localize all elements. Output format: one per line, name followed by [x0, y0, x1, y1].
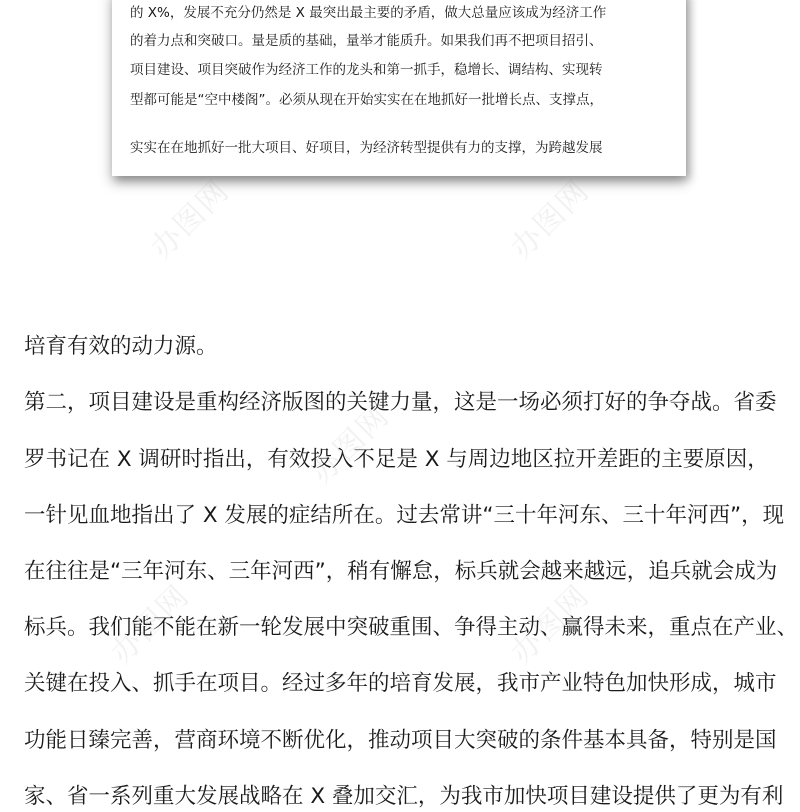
body-line-6: 标兵。我们能不能在新一轮发展中突破重围、争得主动、赢得未来，重点在产业、	[24, 615, 799, 640]
card-line-2: 的着力点和突破口。量是质的基础，量举才能质升。如果我们再不把项目招引、	[130, 33, 603, 49]
card-line-4: 型都可能是“空中楼阁”。必须从现在开始实实在在地抓好一批增长点、支撑点，	[130, 92, 603, 108]
body-line-3: 罗书记在 X 调研时指出，有效投入不足是 X 与周边地区拉开差距的主要原因，	[24, 447, 769, 472]
body-line-5: 在往往是“三年河东、三年河西”，稍有懈怠，标兵就会越来越远，追兵就会成为	[24, 559, 778, 584]
body-line-2: 第二，项目建设是重构经济版图的关键力量，这是一场必须打好的争夺战。省委	[24, 390, 777, 415]
watermark-1: 办图网	[144, 173, 237, 266]
body-line-7: 关键在投入、抓手在项目。经过多年的培育发展，我市产业特色加快形成，城市	[24, 671, 777, 696]
card-line-3: 项目建设、项目突破作为经济工作的龙头和第一抓手，稳增长、调结构、实现转	[130, 62, 603, 78]
watermark-4: 办图网	[104, 578, 197, 671]
watermark-5: 办图网	[504, 578, 597, 671]
card-line-1: 的 X%，发展不充分仍然是 X 最突出最主要的矛盾，做大总量应该成为经济工作	[130, 5, 607, 21]
page-excerpt-card	[112, 0, 686, 176]
body-line-4: 一针见血地指出了 X 发展的症结所在。过去常讲“三十年河东、三十年河西”，现	[24, 503, 785, 528]
body-line-9: 家、省一系列重大发展战略在 X 叠加交汇，为我市加快项目建设提供了更为有利	[24, 784, 784, 809]
card-line-5: 实实在在地抓好一批大项目、好项目，为经济转型提供有力的支撑，为跨越发展	[130, 140, 603, 156]
watermark-3: 办图网	[304, 398, 397, 491]
body-line-1: 培育有效的动力源。	[24, 334, 218, 359]
watermark-2: 办图网	[504, 173, 597, 266]
body-line-8: 功能日臻完善，营商环境不断优化，推动项目大突破的条件基本具备，特别是国	[24, 728, 777, 753]
